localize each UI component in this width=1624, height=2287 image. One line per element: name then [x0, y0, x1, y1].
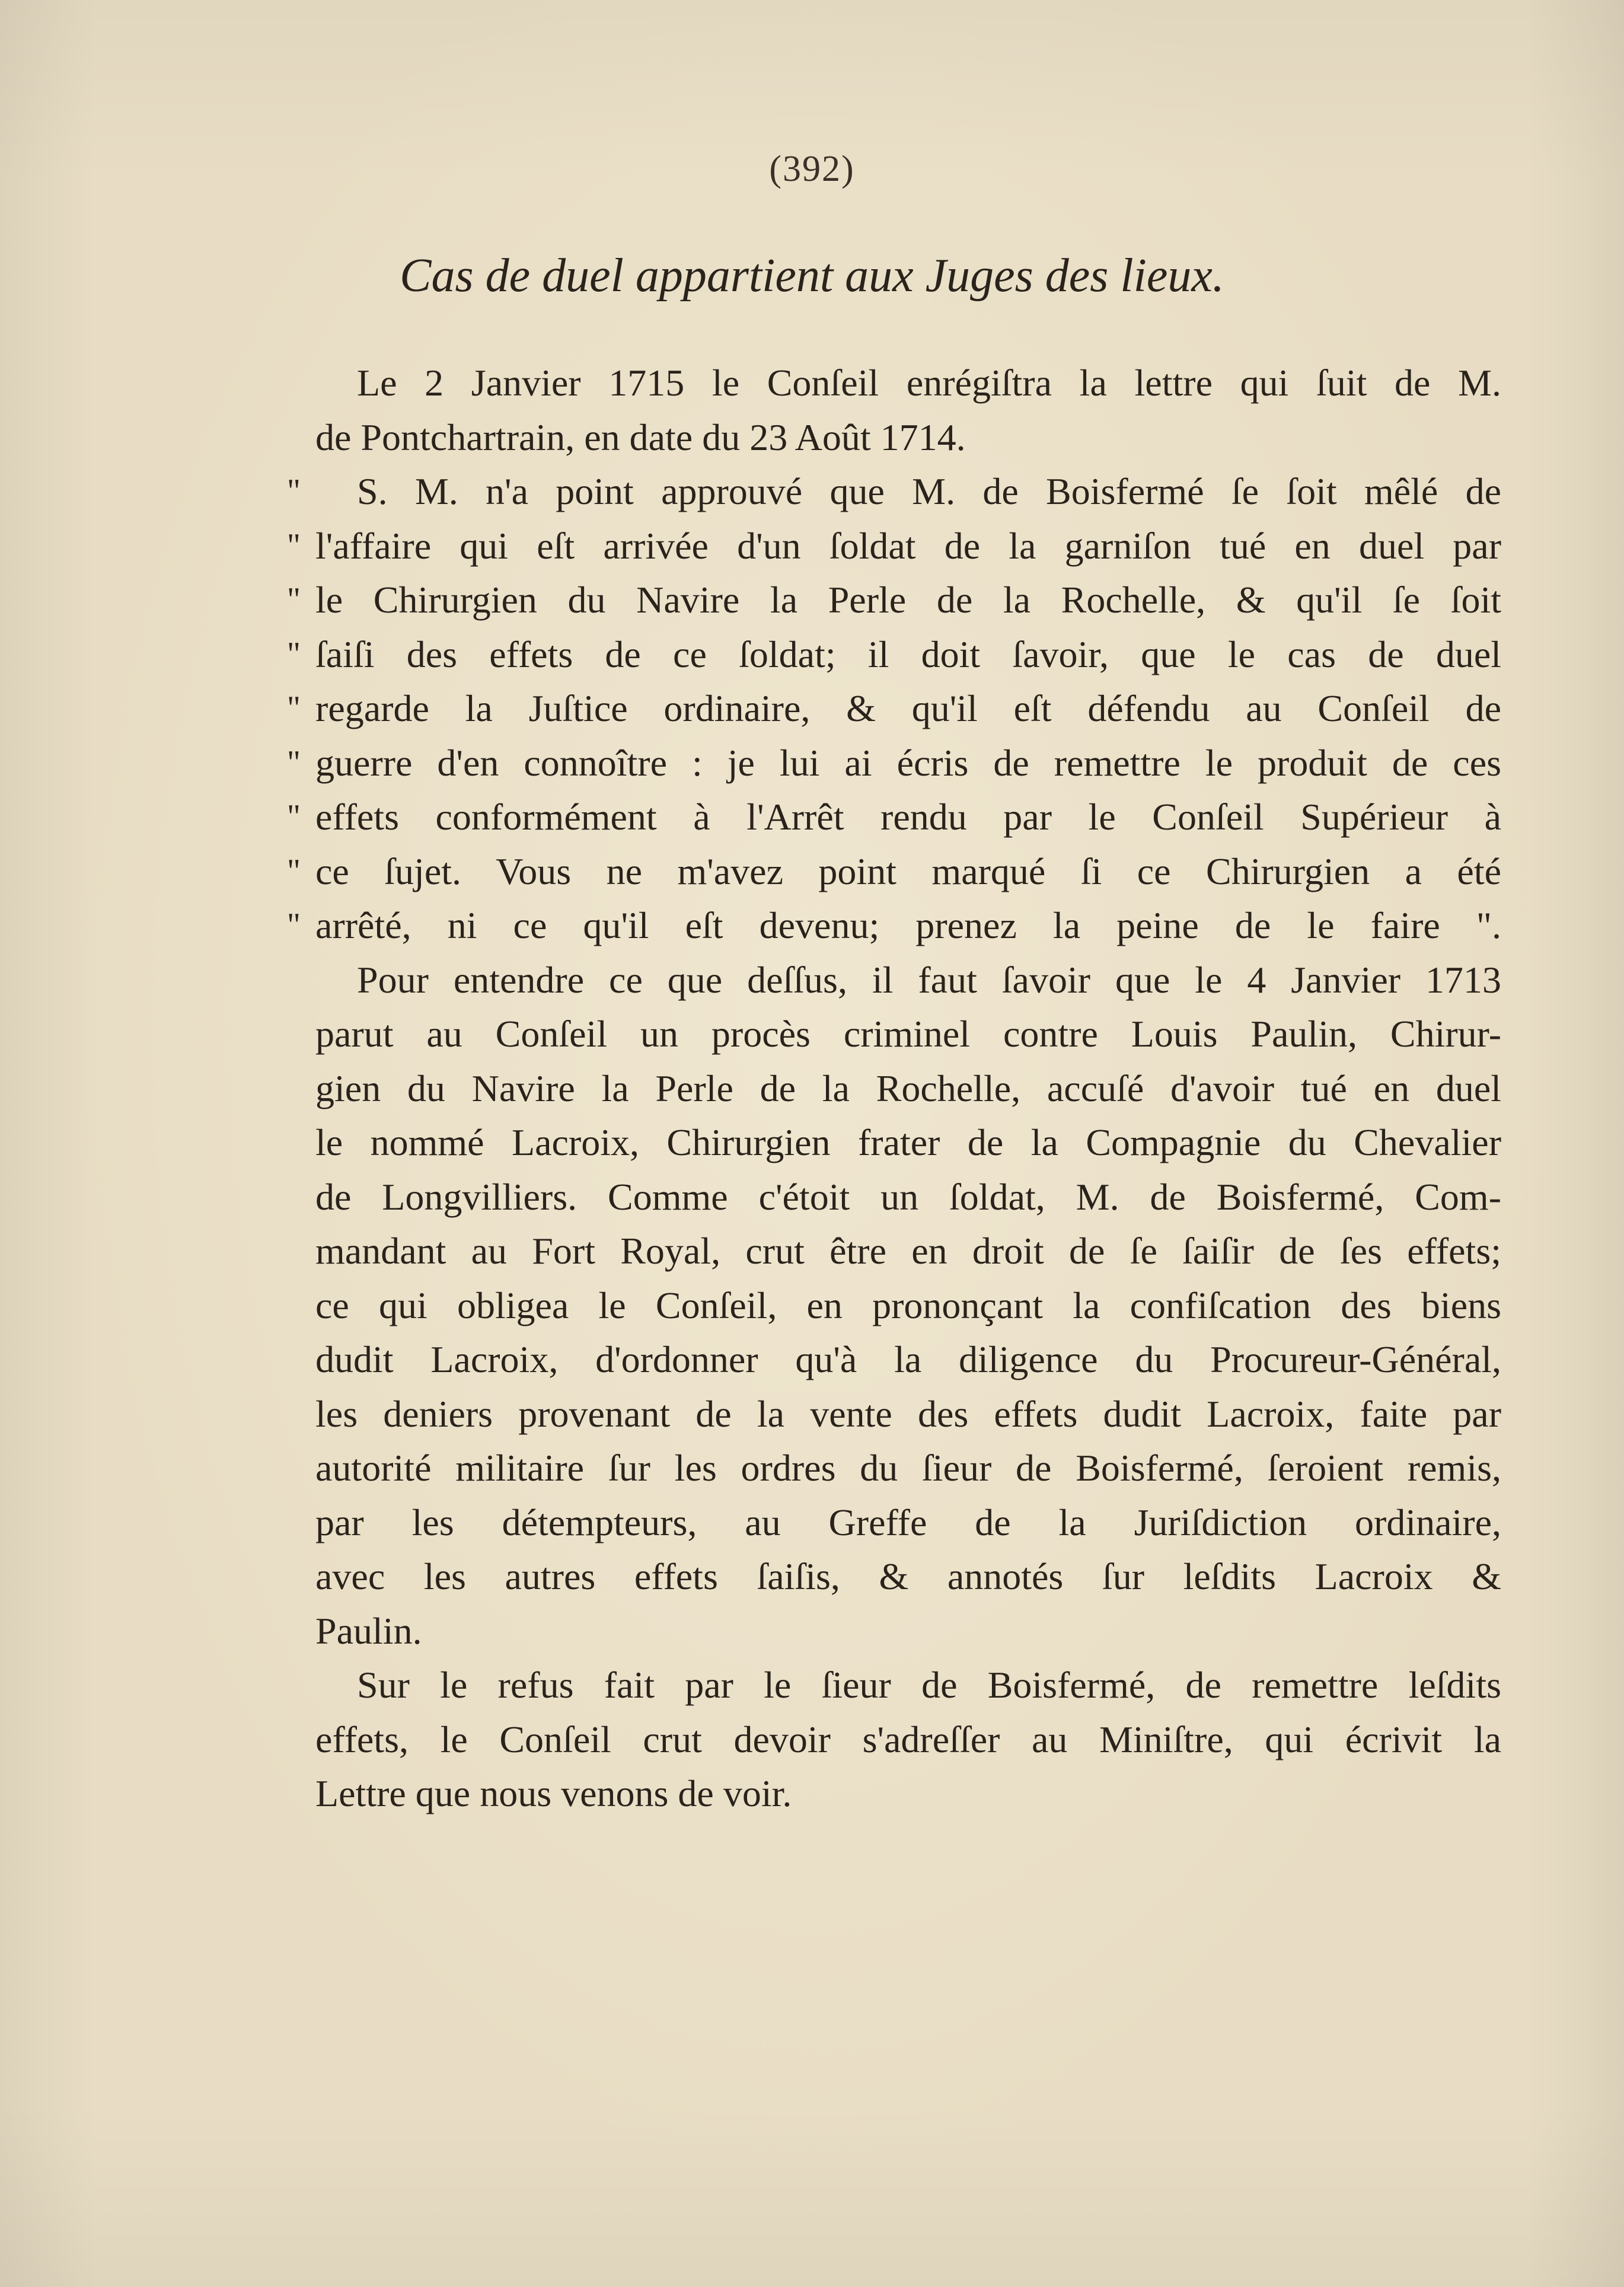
text-line: ce qui obligea le Conſeil, en prononçant la confiſcation des biens	[315, 1284, 1501, 1326]
text-line: avec les autres effets ſaiſis, & annotés ſur leſdits Lacroix &	[315, 1555, 1501, 1597]
section-heading: Cas de duel appartient aux Juges des lieux.	[400, 250, 1224, 302]
body-text	[287, 356, 1501, 1821]
quoted-line	[287, 790, 1501, 844]
text-line: effets, le Conſeil crut devoir s'adreſſer au Miniſtre, qui écrivit la	[315, 1718, 1501, 1760]
text-line: autorité militaire ſur les ordres du ſieur de Boisfermé, ſeroient remis,	[315, 1447, 1501, 1489]
quoted-line	[287, 736, 1501, 790]
quote-mark: "	[287, 473, 301, 509]
text-line: mandant au Fort Royal, crut être en droit de ſe ſaiſir de ſes effets;	[315, 1230, 1501, 1272]
text-line: dudit Lacroix, d'ordonner qu'à la diligence du Procureur-Général,	[315, 1338, 1501, 1380]
text-line: les deniers provenant de la vente des effets dudit Lacroix, faite par	[315, 1392, 1501, 1435]
quoted-line	[287, 464, 1501, 519]
quoted-line	[287, 519, 1501, 573]
text-line: Pour entendre ce que deſſus, il faut ſavoir que le 4 Janvier 1713	[357, 958, 1501, 1001]
quote-mark: "	[287, 635, 301, 672]
quoted-line	[287, 844, 1501, 899]
text-line: S. M. n'a point approuvé que M. de Boisfermé ſe ſoit mêlé de	[357, 470, 1501, 512]
text-line: Sur le refus fait par le ſieur de Boisfermé, de remettre leſdits	[357, 1664, 1501, 1706]
text-line: regarde la Juſtice ordinaire, & qu'il eſt défendu au Conſeil de	[315, 687, 1501, 729]
text-line: le nommé Lacroix, Chirurgien frater de la Compagnie du Chevalier	[315, 1121, 1501, 1163]
text-line: Lettre que nous venons de voir.	[315, 1772, 792, 1814]
text-line: gien du Navire la Perle de la Rochelle, accuſé d'avoir tué en duel	[315, 1067, 1501, 1109]
text-line: de Pontchartrain, en date du 23 Août 1714.	[315, 416, 966, 458]
quote-mark: "	[287, 527, 301, 564]
text-line: Paulin.	[315, 1609, 422, 1652]
text-line: effets conformément à l'Arrêt rendu par le Conſeil Supérieur à	[315, 796, 1501, 838]
quoted-line	[287, 573, 1501, 627]
text-line: de Longvilliers. Comme c'étoit un ſoldat, M. de Boisfermé, Com-	[315, 1175, 1501, 1218]
text-line: par les détempteurs, au Greffe de la Juriſdiction ordinaire,	[315, 1501, 1501, 1543]
text-line: guerre d'en connoître : je lui ai écris de remettre le produit de ces	[315, 741, 1501, 784]
text-line: ſaiſi des effets de ce ſoldat; il doit ſavoir, que le cas de duel	[315, 633, 1501, 675]
quoted-line	[287, 898, 1501, 953]
text-line: parut au Conſeil un procès criminel contre Louis Paulin, Chirur-	[315, 1013, 1501, 1055]
quote-mark: "	[287, 581, 301, 618]
text-line: le Chirurgien du Navire la Perle de la Rochelle, & qu'il ſe ſoit	[315, 579, 1501, 621]
quote-mark: "	[287, 907, 301, 943]
quote-mark: "	[287, 744, 301, 781]
quote-mark: "	[287, 690, 301, 726]
text-line: l'affaire qui eſt arrivée d'un ſoldat de la garniſon tué en duel par	[315, 524, 1501, 567]
page-number: (392)	[769, 149, 855, 189]
text-line: ce ſujet. Vous ne m'avez point marqué ſi ce Chirurgien a été	[315, 850, 1501, 892]
quoted-line	[287, 681, 1501, 736]
quoted-line	[287, 627, 1501, 682]
quote-mark: "	[287, 852, 301, 889]
text-line: arrêté, ni ce qu'il eſt devenu; prenez la peine de le faire ".	[315, 904, 1501, 946]
quote-mark: "	[287, 798, 301, 835]
text-line: Le 2 Janvier 1715 le Conſeil enrégiſtra la lettre qui ſuit de M.	[357, 362, 1501, 404]
